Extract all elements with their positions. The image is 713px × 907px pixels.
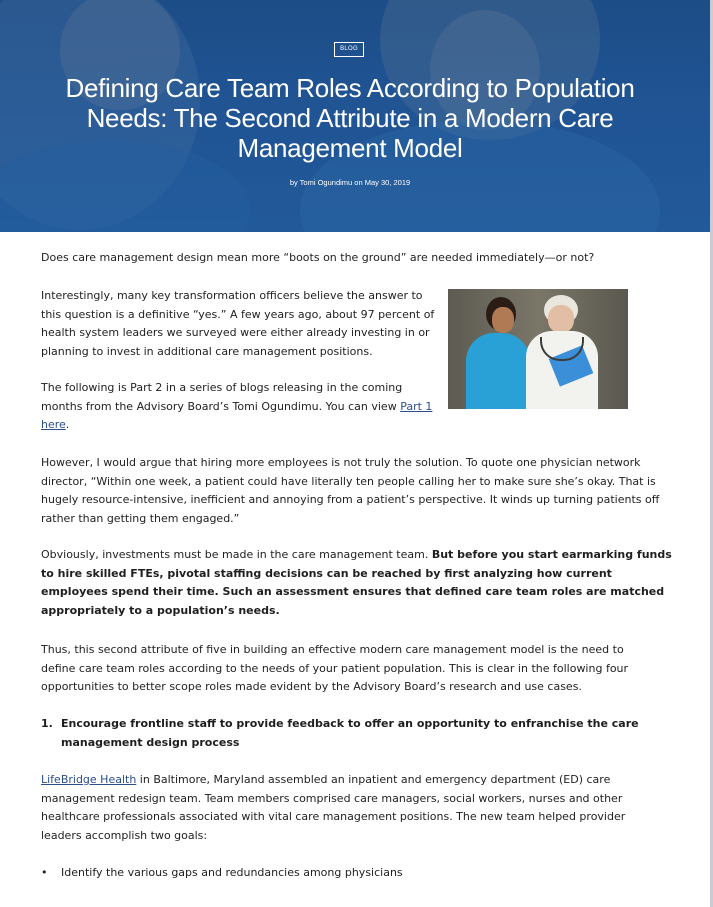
series-text: The following is Part 2 in a series of blogs releasing in the coming months from the Advisory Board’s Tomi Ogundimu. You can view <box>41 381 403 413</box>
paragraph-investments <box>41 546 677 620</box>
paragraph-series <box>41 379 436 435</box>
list-number: 1. <box>41 717 53 730</box>
byline: by Tomi Ogundimu on May 30, 2019 <box>289 178 411 187</box>
paragraph-survey: Interestingly, many key transformation officers believe the answer to this question is a definitive “yes.” A few years ago, about 97 percent of health system leaders we surveyed were either already investing in or planning to invest in additional care management positions. <box>41 289 435 358</box>
blog-badge[interactable]: BLOG <box>334 42 364 57</box>
lifebridge-text: in Baltimore, Maryland assembled an inpatient and emergency department (ED) care management redesign team. Team members comprised care managers, social workers, nurses and other healthcare professionals associated with vital care management positions. The new team helped provider leaders accomplish two goals: <box>41 773 626 842</box>
list-item-heading: Encourage frontline staff to provide feedback to offer an opportunity to enfranchise the care management design process <box>61 717 639 749</box>
part-1-link[interactable]: Part 1 here <box>41 399 433 431</box>
paragraph-attribute: Thus, this second attribute of five in building an effective modern care management model is the need to define care team roles according to the needs of your patient population. This is clear in the following four opportunities to better scope roles made evident by the Advisory Board’s research and use cases. <box>41 643 629 693</box>
paragraph-intro: Does care management design mean more “boots on the ground” are needed immediately—or not? <box>41 251 595 264</box>
investments-text: Obviously, investments must be made in the care management team. <box>41 548 432 561</box>
paragraph-lifebridge <box>41 771 661 845</box>
lifebridge-link[interactable]: LifeBridge Health <box>41 773 137 786</box>
hero-banner <box>0 0 711 232</box>
paragraph-argument: However, I would argue that hiring more employees is not truly the solution. To quote one physician network director, “Within one week, a patient could have literally ten people calling her to make sure she’s okay. That is hugely resource-intensive, inefficient and annoying from a patient’s perspective. It winds up turning patients off rather than getting them engaged.” <box>41 456 660 525</box>
list-item: Identify the various gaps and redundancies among physicians <box>61 866 403 879</box>
investments-bold: But before you start earmarking funds to hire skilled FTEs, pivotal staffing decisions can be reached by first analyzing how current employees spend their time. Such an assessment ensures that defined care team roles are matched appropriately to a population’s needs. <box>41 548 672 617</box>
nurses-photo <box>448 289 628 409</box>
bullet-icon: • <box>41 866 48 879</box>
page-title: Defining Care Team Roles According to Population Needs: The Second Attribute in a Modern Care Management Model <box>65 73 635 163</box>
series-period: . <box>65 418 70 431</box>
